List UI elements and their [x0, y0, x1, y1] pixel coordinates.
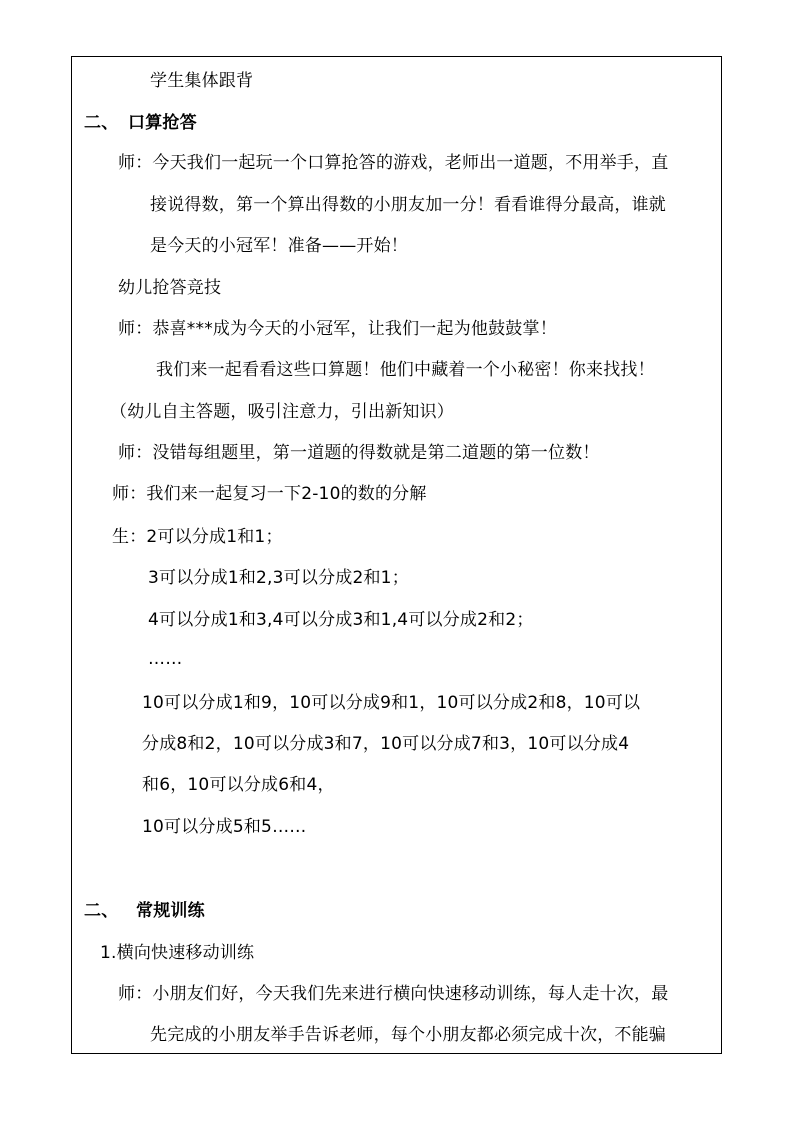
text-line: 学生集体跟背 — [150, 71, 254, 91]
section-number: 二、 — [84, 113, 119, 133]
text-line: 师：恭喜***成为今天的小冠军，让我们一起为他鼓鼓掌！ — [118, 319, 557, 339]
text-line: 分成8和2，10可以分成3和7，10可以分成7和3，10可以分成4 — [142, 734, 630, 754]
text-line: 我们来一起看看这些口算题！他们中藏着一个小秘密！你来找找！ — [156, 360, 655, 380]
text-line: 1.横向快速移动训练 — [100, 943, 255, 963]
text-line: 师：我们来一起复习一下2-10的数的分解 — [112, 484, 427, 504]
text-line: …… — [148, 649, 183, 669]
text-line: 是今天的小冠军！准备——开始！ — [150, 236, 408, 256]
section-heading: 口算抢答 — [128, 113, 197, 133]
text-line: 生：2可以分成1和1； — [112, 527, 283, 547]
text-line: 3可以分成1和2,3可以分成2和1； — [148, 568, 409, 588]
text-line: 接说得数，第一个算出得数的小朋友加一分！看看谁得分最高，谁就 — [150, 195, 666, 215]
text-line: 和6，10可以分成6和4， — [142, 775, 335, 795]
text-line: 师：没错每组题里，第一道题的得数就是第二道题的第一位数！ — [118, 443, 600, 463]
text-line: 10可以分成5和5…… — [142, 817, 307, 837]
text-line: 4可以分成1和3,4可以分成3和1,4可以分成2和2； — [148, 610, 534, 630]
text-line: （幼儿自主答题，吸引注意力，引出新知识） — [110, 402, 454, 422]
text-line: 先完成的小朋友举手告诉老师，每个小朋友都必须完成十次，不能骗 — [150, 1025, 666, 1045]
section-heading: 常规训练 — [136, 901, 205, 921]
text-line: 师：小朋友们好，今天我们先来进行横向快速移动训练，每人走十次，最 — [118, 984, 669, 1004]
text-line: 师：今天我们一起玩一个口算抢答的游戏，老师出一道题，不用举手，直 — [118, 153, 669, 173]
text-line: 幼儿抢答竞技 — [118, 278, 222, 298]
text-line: 10可以分成1和9，10可以分成9和1，10可以分成2和8，10可以 — [142, 693, 641, 713]
section-number: 二、 — [84, 901, 119, 921]
